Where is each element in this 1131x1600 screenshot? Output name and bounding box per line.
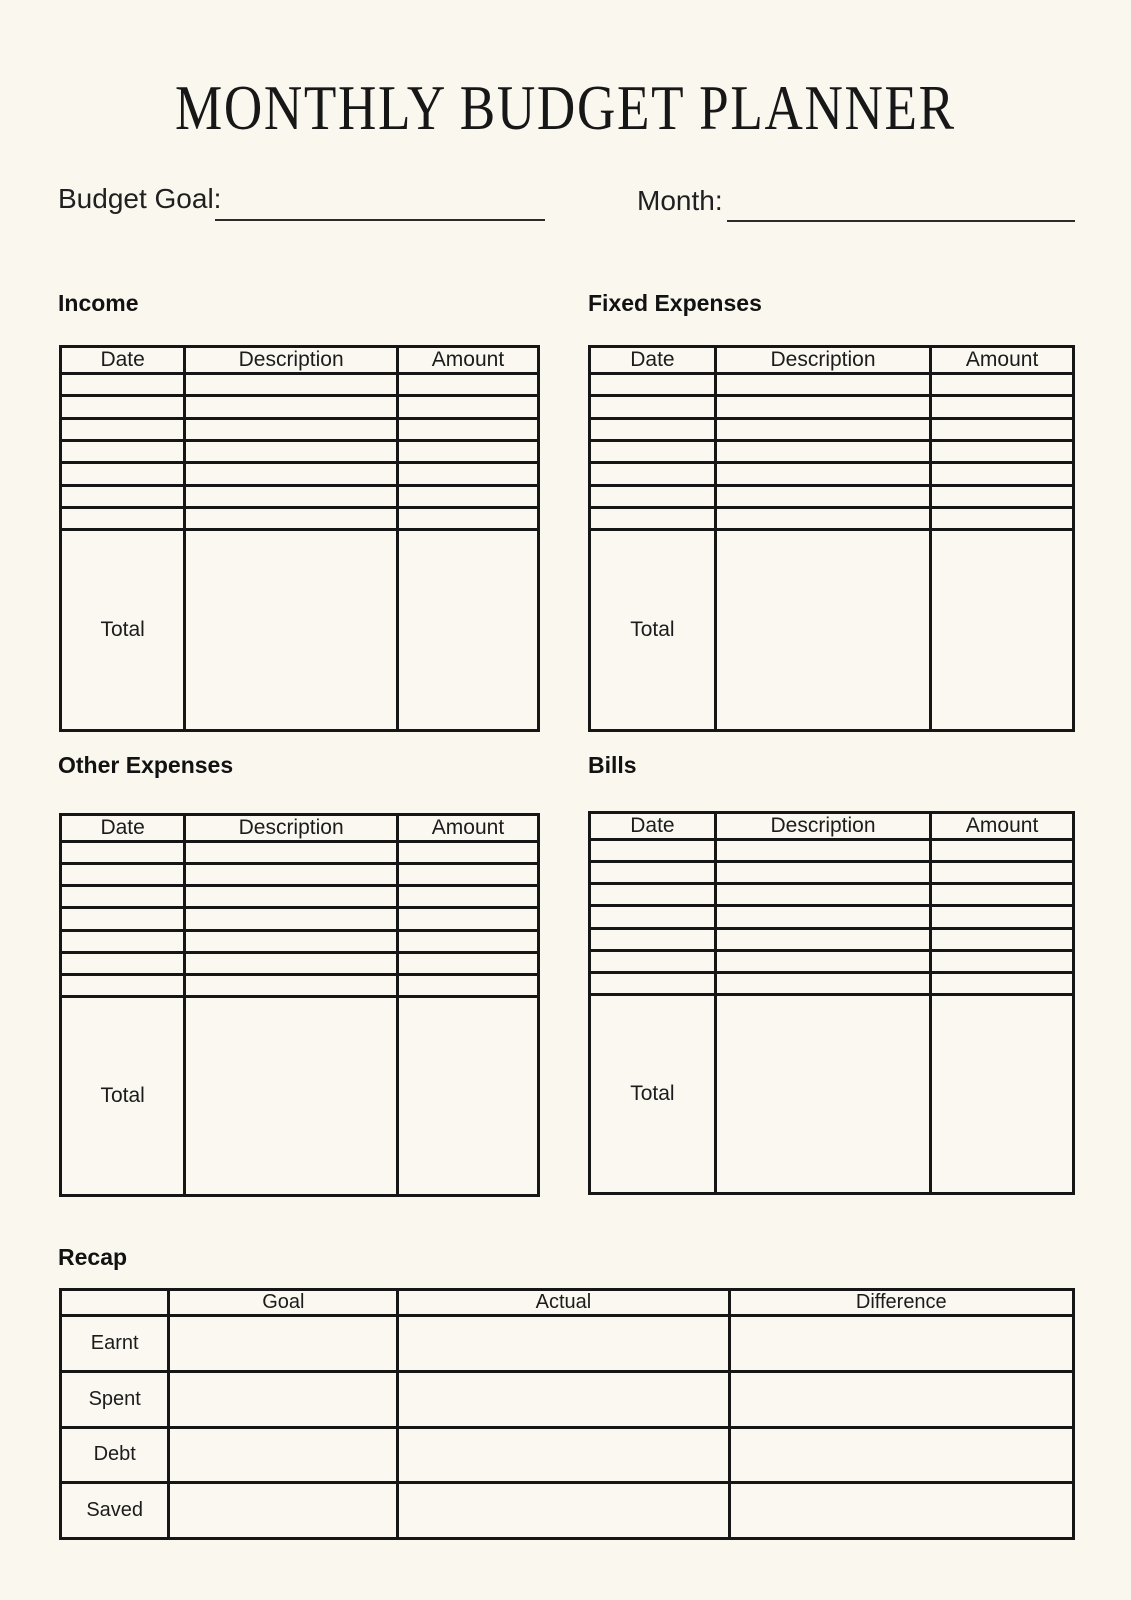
column-header-description: Description [185, 815, 398, 842]
empty-cell[interactable] [185, 864, 398, 886]
income-header-row [61, 347, 539, 374]
empty-row [590, 485, 1074, 507]
empty-cell[interactable] [61, 908, 185, 930]
empty-cell[interactable] [715, 396, 930, 418]
total-description-cell[interactable] [715, 994, 930, 1193]
empty-cell[interactable] [715, 884, 930, 906]
empty-cell[interactable] [61, 418, 185, 440]
month-field[interactable] [727, 220, 1075, 222]
empty-cell[interactable] [590, 485, 716, 507]
empty-row [61, 418, 539, 440]
empty-cell[interactable] [715, 418, 930, 440]
empty-cell[interactable] [715, 840, 930, 862]
column-header-amount: Amount [931, 347, 1074, 374]
column-header-difference: Difference [729, 1290, 1073, 1316]
recap-row-spent [61, 1371, 1074, 1427]
empty-row [590, 396, 1074, 418]
empty-cell[interactable] [715, 463, 930, 485]
column-header-amount: Amount [397, 815, 538, 842]
bills-header-row [590, 813, 1074, 840]
recap-corner-cell [61, 1290, 169, 1316]
empty-row [590, 840, 1074, 862]
empty-cell[interactable] [185, 507, 398, 529]
empty-cell[interactable] [397, 952, 538, 974]
column-header-date: Date [61, 815, 185, 842]
empty-cell[interactable] [590, 862, 716, 884]
empty-row [61, 485, 539, 507]
income-total-row [61, 530, 539, 731]
empty-cell[interactable] [715, 862, 930, 884]
empty-cell[interactable] [931, 972, 1074, 994]
empty-cell[interactable] [590, 440, 716, 462]
empty-row [61, 463, 539, 485]
empty-cell[interactable] [185, 930, 398, 952]
empty-cell[interactable] [61, 886, 185, 908]
saved-difference-cell[interactable] [729, 1483, 1073, 1539]
empty-cell[interactable] [61, 952, 185, 974]
empty-cell[interactable] [931, 840, 1074, 862]
empty-cell[interactable] [61, 507, 185, 529]
bills-total-row [590, 994, 1074, 1193]
earnt-goal-cell[interactable] [169, 1316, 398, 1372]
total-label: Total [61, 996, 185, 1195]
empty-row [590, 440, 1074, 462]
empty-cell[interactable] [61, 374, 185, 396]
empty-cell[interactable] [590, 950, 716, 972]
section-title-recap: Recap [58, 1244, 128, 1270]
empty-cell[interactable] [590, 374, 716, 396]
empty-cell[interactable] [590, 928, 716, 950]
recap-row-label: Spent [61, 1371, 169, 1427]
recap-row-saved [61, 1483, 1074, 1539]
empty-cell[interactable] [590, 396, 716, 418]
other-expenses-total-row [61, 996, 539, 1195]
page-title [0, 72, 1131, 143]
empty-cell[interactable] [185, 418, 398, 440]
empty-cell[interactable] [715, 928, 930, 950]
saved-actual-cell[interactable] [398, 1483, 729, 1539]
empty-row [590, 463, 1074, 485]
page-title-text: MONTHLY BUDGET PLANNER [175, 72, 956, 143]
total-label: Total [590, 530, 716, 731]
recap-row-earnt [61, 1316, 1074, 1372]
empty-cell[interactable] [185, 463, 398, 485]
fixed-expenses-total-row [590, 530, 1074, 731]
empty-cell[interactable] [397, 886, 538, 908]
debt-actual-cell[interactable] [398, 1427, 729, 1483]
spent-difference-cell[interactable] [729, 1371, 1073, 1427]
section-title-other-expenses: Other Expenses [58, 752, 234, 778]
total-amount-cell[interactable] [931, 994, 1074, 1193]
empty-cell[interactable] [61, 463, 185, 485]
recap-header-row [61, 1290, 1074, 1316]
debt-difference-cell[interactable] [729, 1427, 1073, 1483]
column-header-amount: Amount [931, 813, 1074, 840]
other-expenses-header-row [61, 815, 539, 842]
empty-cell[interactable] [590, 507, 716, 529]
empty-cell[interactable] [590, 840, 716, 862]
empty-cell[interactable] [185, 974, 398, 996]
empty-cell[interactable] [590, 906, 716, 928]
empty-cell[interactable] [185, 908, 398, 930]
total-amount-cell[interactable] [397, 996, 538, 1195]
empty-cell[interactable] [590, 463, 716, 485]
empty-cell[interactable] [397, 974, 538, 996]
column-header-goal: Goal [169, 1290, 398, 1316]
empty-cell[interactable] [931, 463, 1074, 485]
empty-cell[interactable] [397, 842, 538, 864]
empty-cell[interactable] [931, 862, 1074, 884]
recap-row-debt [61, 1427, 1074, 1483]
earnt-difference-cell[interactable] [729, 1316, 1073, 1372]
empty-row [61, 952, 539, 974]
empty-cell[interactable] [931, 950, 1074, 972]
empty-cell[interactable] [397, 930, 538, 952]
empty-cell[interactable] [397, 396, 538, 418]
empty-cell[interactable] [590, 884, 716, 906]
bills-table [588, 811, 1075, 1195]
recap-row-label: Earnt [61, 1316, 169, 1372]
empty-cell[interactable] [931, 884, 1074, 906]
empty-cell[interactable] [397, 485, 538, 507]
empty-cell[interactable] [397, 463, 538, 485]
saved-goal-cell[interactable] [169, 1483, 398, 1539]
empty-cell[interactable] [185, 485, 398, 507]
empty-cell[interactable] [715, 507, 930, 529]
empty-row [590, 972, 1074, 994]
empty-cell[interactable] [185, 396, 398, 418]
empty-row [590, 928, 1074, 950]
column-header-description: Description [715, 813, 930, 840]
empty-cell[interactable] [185, 374, 398, 396]
empty-cell[interactable] [590, 972, 716, 994]
empty-cell[interactable] [61, 842, 185, 864]
column-header-actual: Actual [398, 1290, 729, 1316]
budget-goal-label: Budget Goal: [58, 183, 222, 214]
empty-row [61, 930, 539, 952]
empty-cell[interactable] [185, 440, 398, 462]
column-header-description: Description [185, 347, 398, 374]
empty-cell[interactable] [61, 440, 185, 462]
empty-cell[interactable] [397, 418, 538, 440]
empty-cell[interactable] [715, 972, 930, 994]
empty-cell[interactable] [185, 886, 398, 908]
empty-row [61, 908, 539, 930]
recap-table [59, 1288, 1075, 1540]
fixed-expenses-header-row [590, 347, 1074, 374]
spent-goal-cell[interactable] [169, 1371, 398, 1427]
empty-cell[interactable] [931, 396, 1074, 418]
empty-cell[interactable] [61, 485, 185, 507]
debt-goal-cell[interactable] [169, 1427, 398, 1483]
empty-cell[interactable] [61, 974, 185, 996]
empty-row [61, 396, 539, 418]
empty-cell[interactable] [397, 908, 538, 930]
column-header-description: Description [715, 347, 930, 374]
column-header-date: Date [590, 813, 716, 840]
income-table [59, 345, 540, 732]
total-label: Total [590, 994, 716, 1193]
empty-cell[interactable] [931, 507, 1074, 529]
empty-row [590, 950, 1074, 972]
empty-cell[interactable] [715, 485, 930, 507]
empty-cell[interactable] [715, 906, 930, 928]
fixed-expenses-table [588, 345, 1075, 732]
empty-row [590, 374, 1074, 396]
empty-row [61, 440, 539, 462]
section-title-income: Income [58, 290, 139, 316]
recap-row-label: Debt [61, 1427, 169, 1483]
empty-cell[interactable] [931, 485, 1074, 507]
empty-cell[interactable] [397, 864, 538, 886]
empty-cell[interactable] [931, 418, 1074, 440]
column-header-amount: Amount [397, 347, 538, 374]
column-header-date: Date [590, 347, 716, 374]
total-label: Total [61, 530, 185, 731]
empty-cell[interactable] [397, 374, 538, 396]
empty-cell[interactable] [61, 396, 185, 418]
empty-cell[interactable] [715, 374, 930, 396]
empty-row [590, 507, 1074, 529]
empty-cell[interactable] [185, 952, 398, 974]
empty-row [590, 884, 1074, 906]
earnt-actual-cell[interactable] [398, 1316, 729, 1372]
empty-row [61, 886, 539, 908]
empty-cell[interactable] [61, 864, 185, 886]
empty-cell[interactable] [715, 440, 930, 462]
recap-row-label: Saved [61, 1483, 169, 1539]
empty-row [61, 374, 539, 396]
budget-goal-field[interactable] [215, 219, 545, 221]
empty-cell[interactable] [931, 928, 1074, 950]
empty-cell[interactable] [931, 906, 1074, 928]
empty-cell[interactable] [61, 930, 185, 952]
empty-row [590, 418, 1074, 440]
empty-cell[interactable] [185, 842, 398, 864]
empty-row [590, 906, 1074, 928]
total-amount-cell[interactable] [931, 530, 1074, 731]
empty-cell[interactable] [590, 418, 716, 440]
empty-row [590, 862, 1074, 884]
empty-row [61, 507, 539, 529]
empty-cell[interactable] [931, 374, 1074, 396]
other-expenses-table [59, 813, 540, 1197]
empty-row [61, 842, 539, 864]
empty-cell[interactable] [397, 440, 538, 462]
total-description-cell[interactable] [185, 530, 398, 731]
empty-cell[interactable] [931, 440, 1074, 462]
empty-cell[interactable] [715, 950, 930, 972]
total-description-cell[interactable] [715, 530, 930, 731]
empty-row [61, 864, 539, 886]
empty-row [61, 974, 539, 996]
total-description-cell[interactable] [185, 996, 398, 1195]
total-amount-cell[interactable] [397, 530, 538, 731]
section-title-fixed-expenses: Fixed Expenses [588, 290, 762, 316]
section-title-bills: Bills [588, 752, 637, 778]
empty-cell[interactable] [397, 507, 538, 529]
column-header-date: Date [61, 347, 185, 374]
month-label: Month: [637, 185, 723, 216]
spent-actual-cell[interactable] [398, 1371, 729, 1427]
